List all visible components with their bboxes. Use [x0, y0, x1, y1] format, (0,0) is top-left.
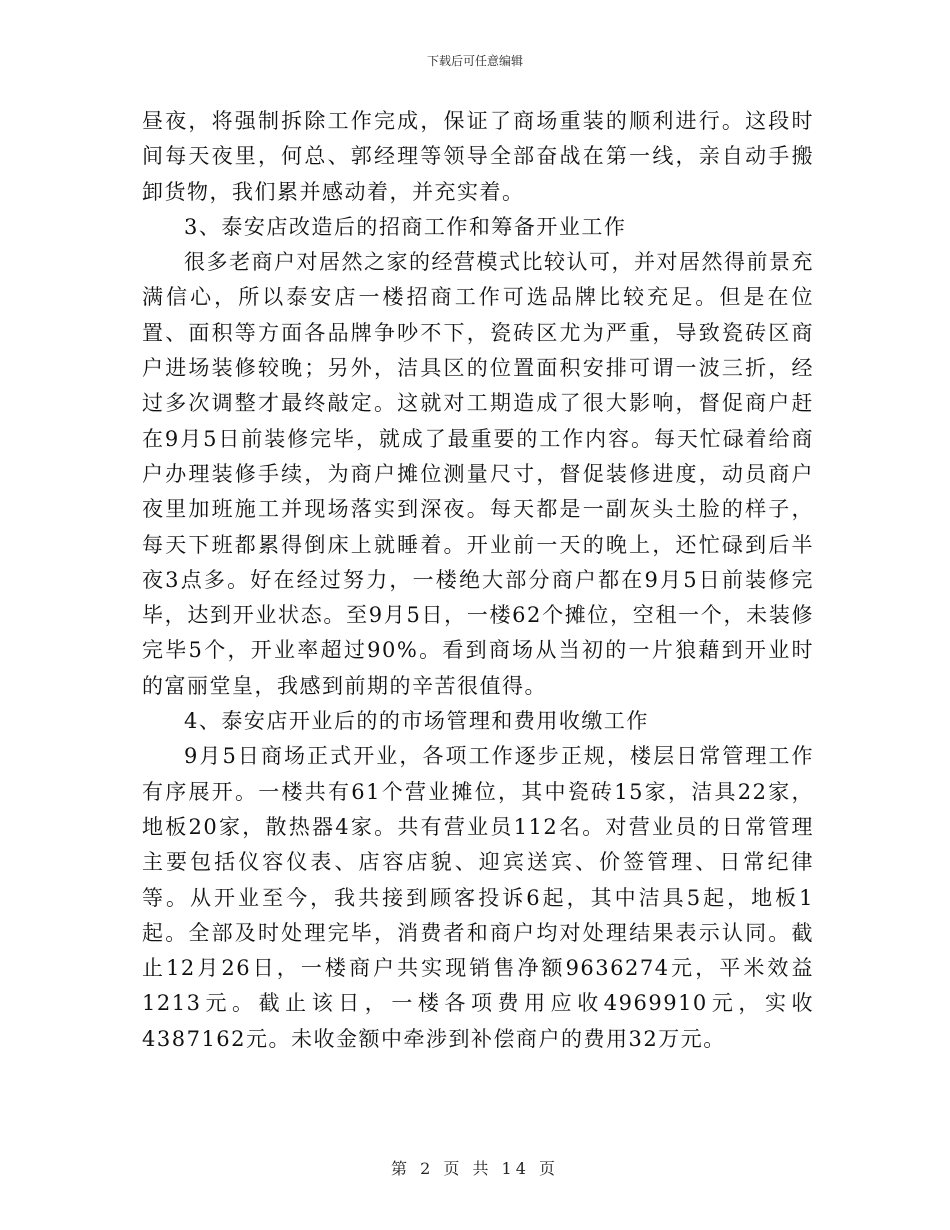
section-heading: 3、泰安店改造后的招商工作和筹备开业工作 [184, 214, 627, 239]
paragraph: 昼夜，将强制拆除工作完成，保证了商场重装的顺利进行。这段时间每天夜里，何总、郭经理等领导全部奋战在第一线，亲自动手搬卸货物，我们累并感动着，并充实着。 [142, 109, 814, 204]
page-number: 第 2 页 共 14 页 [391, 1159, 559, 1178]
paragraph: 9月5日商场正式开业，各项工作逐步正规，楼层日常管理工作有序展开。一楼共有61个营业摊位，其中瓷砖15家，洁具22家，地板20家，散热器4家。共有营业员112名。对营业员的日常管理主要包括仪容仪表、店容店貌、迎宾送宾、价签管理、日常纪律等。从开业至今，我共接到顾客投诉6起，其中洁具5起，地板1起。全部及时处理完毕，消费者和商户均对处理结果表示认同。截止12月26日，一楼商户共实现销售净额9636274元，平米效益1213元。截止该日，一楼各项费用应收4969910元，实收4387162元。未收金额中牵涉到补偿商户的费用32万元。 [142, 744, 814, 1051]
document-body [142, 104, 814, 1057]
paragraph: 很多老商户对居然之家的经营模式比较认可，并对居然得前景充满信心，所以泰安店一楼招商工作可选品牌比较充足。但是在位置、面积等方面各品牌争吵不下，瓷砖区尤为严重，导致瓷砖区商户进场装修较晚；另外，洁具区的位置面积安排可谓一波三折，经过多次调整才最终敲定。这就对工期造成了很大影响，督促商户赶在9月5日前装修完毕，就成了最重要的工作内容。每天忙碌着给商户办理装修手续，为商户摊位测量尺寸，督促装修进度，动员商户夜里加班施工并现场落实到深夜。每天都是一副灰头土脸的样子，每天下班都累得倒床上就睡着。开业前一天的晚上，还忙碌到后半夜3点多。好在经过努力，一楼绝大部分商户都在9月5日前装修完毕，达到开业状态。至9月5日，一楼62个摊位，空租一个，未装修完毕5个，开业率超过90%。看到商场从当初的一片狼藉到开业时的富丽堂皇，我感到前期的辛苦很值得。 [142, 250, 814, 698]
page-header-note: 下载后可任意编辑 [426, 54, 523, 68]
section-heading: 4、泰安店开业后的的市场管理和费用收缴工作 [184, 709, 649, 734]
